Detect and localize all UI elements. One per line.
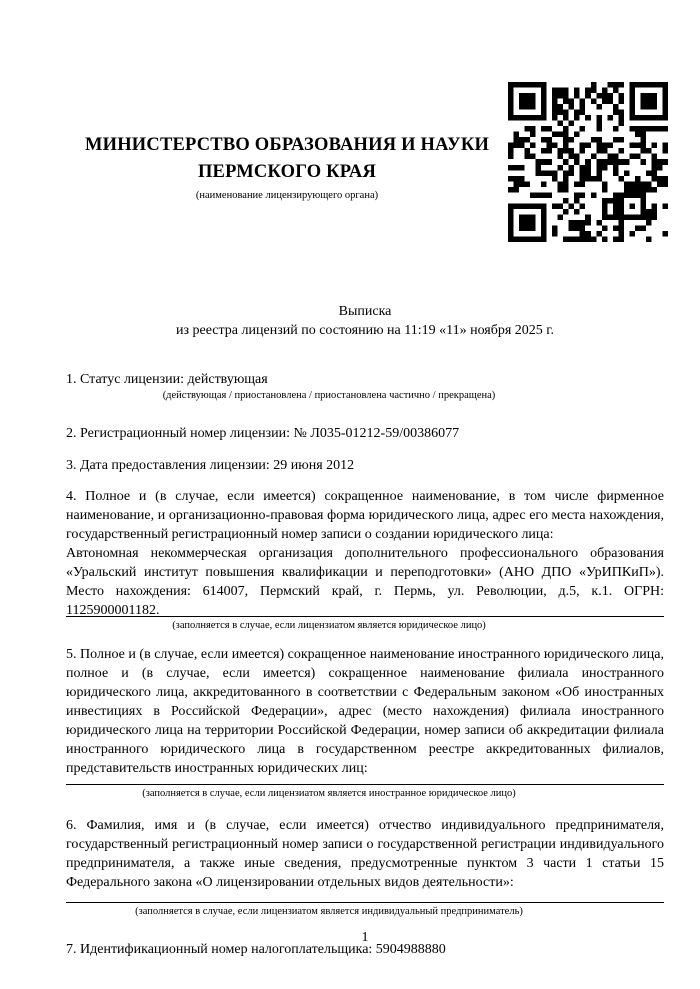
- item-registration-number: 2. Регистрационный номер лицензии: № Л035-01212-59/00386077: [66, 426, 460, 441]
- document-title: Выписка: [338, 304, 392, 319]
- item-license-status-caption: (действующая / приостановлена / приостановлена частично / прекращена): [162, 390, 496, 401]
- licensing-authority: [66, 82, 508, 203]
- item-legal-entity-value: Автономная некоммерческая организация дополнительного профессионального образования «Уральский институт повышения квалификации и переподготовки» (АНО ДПО «УрИПКиП»). Место нахождения: 614007, Пермский край, г. Пермь, ул. Революции, д.5, к.1. ОГРН: 1125900001182.: [66, 546, 664, 618]
- item-taxpayer-id: 7. Идентификационный номер налогоплательщика: 5904988880: [66, 942, 446, 957]
- page-number: 1: [361, 930, 369, 945]
- qr-code-icon: [508, 82, 668, 242]
- document-subtitle: из реестра лицензий по состоянию на 11:19 «11» ноября 2025 г.: [176, 323, 554, 338]
- item-license-status: 1. Статус лицензии: действующая: [66, 372, 268, 387]
- item-legal-entity-name: 4. Полное и (в случае, если имеется) сокращенное наименование, в том числе фирменное наименование, и организационно-правовая форма юридического лица, адрес его места нахождения, государственный регистрационный номер записи о создании юридического лица:: [66, 489, 664, 542]
- document-header: [66, 0, 664, 242]
- fill-in-rule-foreign-entity: [66, 784, 664, 785]
- document-title-block: [66, 302, 664, 340]
- ministry-name-line1: МИНИСТЕРСТВО ОБРАЗОВАНИЯ И НАУКИ: [84, 135, 490, 155]
- fill-in-rule-individual-entrepreneur: [66, 902, 664, 903]
- item-legal-entity-caption: (заполняется в случае, если лицензиатом является юридическое лицо): [172, 620, 486, 631]
- item-foreign-entity: 5. Полное и (в случае, если имеется) сокращенное наименование иностранного юридического лица, полное и (в случае, если имеется) сокращенное наименование филиала иностранного юридического лица, аккредитованного в соответствии с Федеральным законом «Об иностранных инвестициях в Российской Федерации», адрес (место нахождения) филиала иностранного юридического лица на территории Российской Федерации, номер записи об аккредитации филиала иностранного юридического лица в государственном реестре аккредитованных филиалов, представительств иностранных юридических лиц:: [66, 647, 664, 776]
- item-individual-entrepreneur-caption: (заполняется в случае, если лицензиатом является индивидуальный предприниматель): [135, 906, 523, 917]
- licensing-authority-caption: (наименование лицензирующего органа): [195, 190, 379, 201]
- item-foreign-entity-caption: (заполняется в случае, если лицензиатом является иностранное юридическое лицо): [142, 788, 516, 799]
- item-individual-entrepreneur: 6. Фамилия, имя и (в случае, если имеется) отчество индивидуального предпринимателя, государственный регистрационный номер записи о государственной регистрации индивидуального предпринимателя, а также иные сведения, предусмотренные пунктом 3 части 1 статьи 15 Федерального закона «О лицензировании отдельных видов деятельности»:: [66, 818, 664, 890]
- ministry-name-line2: ПЕРМСКОГО КРАЯ: [197, 162, 377, 182]
- item-license-grant-date: 3. Дата предоставления лицензии: 29 июня 2012: [66, 458, 355, 473]
